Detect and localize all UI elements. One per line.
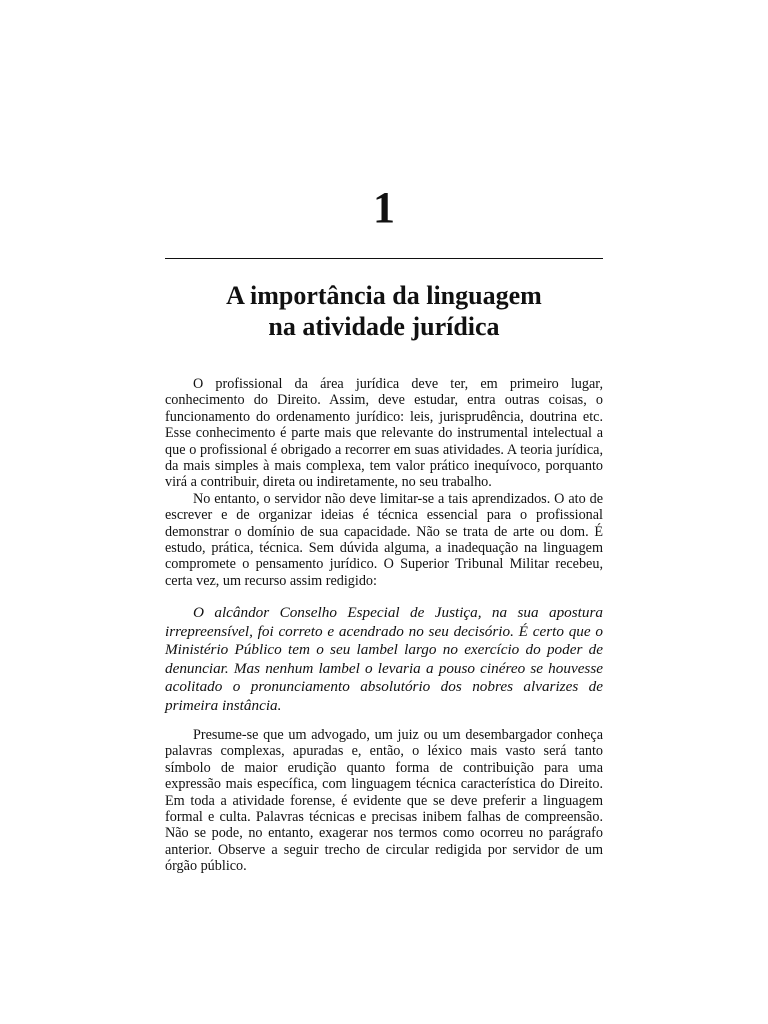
paragraph: O profissional da área jurídica deve ter, em primeiro lugar, conhecimento do Direito. Assim, deve estudar, entra outras coisas, o funcionamento do ordenamento jurídico: leis, jurisprudência, doutrina etc. Esse conhecimento é parte mais que relevante do instrumental intelectual a que o profissional é obrigado a recorrer em suas atividades. A teoria jurídica, da mais simples à mais complexa, tem valor prático inequívoco, porquanto virá a contribuir, direta ou indiretamente, no seu trabalho. [165,376,603,491]
body-text-intro [165,376,603,589]
quoted-appeal [165,604,603,716]
chapter-title-line-2: na atividade jurídica [268,312,500,341]
chapter-number: 1 [373,183,395,232]
chapter-divider [165,258,603,259]
body-text-continuation [165,727,603,875]
chapter-title [0,280,768,342]
paragraph: Presume-se que um advogado, um juiz ou um desembargador conheça palavras complexas, apuradas e, então, o léxico mais vasto será tanto símbolo de maior erudição quanto forma de contribuição para uma expressão mais específica, com linguagem técnica característica do Direito. Em toda a atividade forense, é evidente que se deve preferir a linguagem formal e culta. Palavras técnicas e precisas inibem falhas de compreensão. Não se pode, no entanto, exagerar nos termos como ocorreu no parágrafo anterior. Observe a seguir trecho de circular redigida por servidor de um órgão público. [165,727,603,875]
paragraph: No entanto, o servidor não deve limitar-se a tais aprendizados. O ato de escrever e de organizar ideias é técnica essencial para o profissional demonstrar o domínio de sua capacidade. Não se trata de arte ou dom. É estudo, prática, técnica. Sem dúvida alguma, a inadequação na linguagem compromete o pensamento jurídico. O Superior Tribunal Militar recebeu, certa vez, um recurso assim redigido: [165,490,603,589]
quote-text: O alcândor Conselho Especial de Justiça, na sua apostura irrepreensível, foi correto e acendrado no seu decisório. É certo que o Ministério Público tem o seu lambel largo no exercício do poder de denunciar. Mas nenhum lambel o levaria a pouso cinéreo se houvesse acolitado o pronunciamento absolutório dos nobres alvarizes de primeira instância. [165,604,603,714]
chapter-title-line-1: A importância da linguagem [226,281,542,310]
